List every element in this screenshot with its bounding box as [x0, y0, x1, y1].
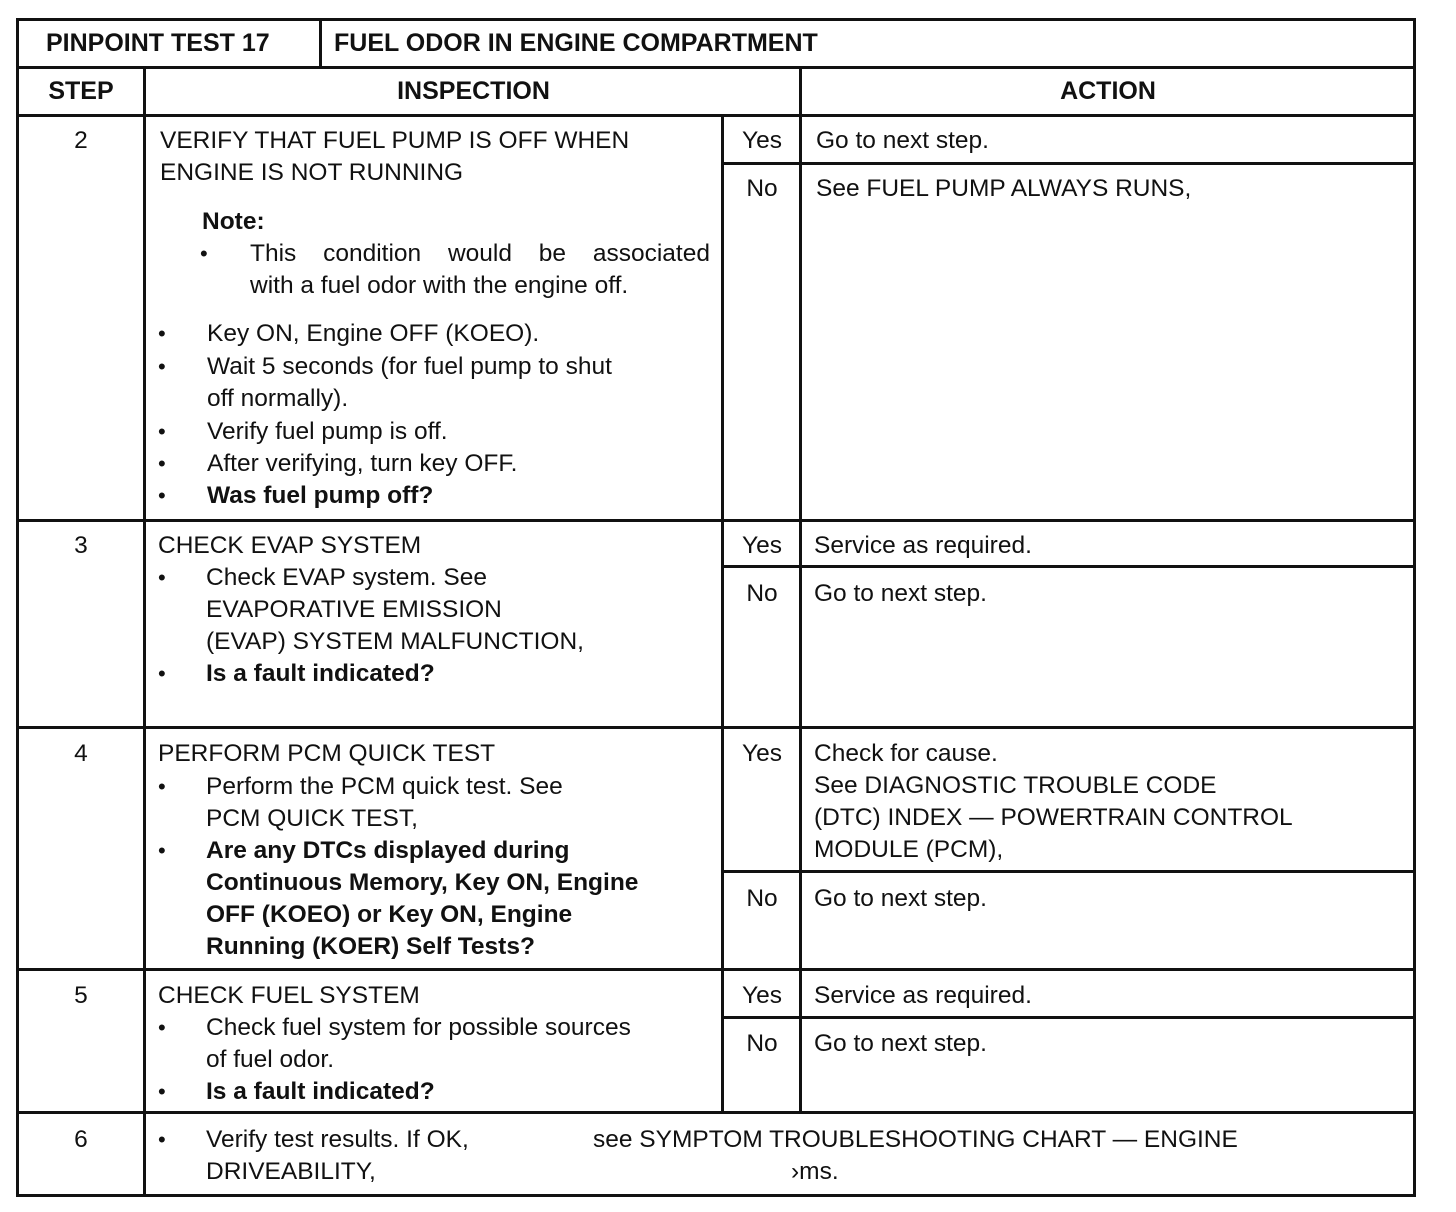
test-id: PINPOINT TEST 17	[46, 29, 270, 57]
bullet-icon: •	[158, 1079, 166, 1104]
bullet-icon: •	[158, 483, 166, 508]
action-yes: See DIAGNOSTIC TROUBLE CODE	[814, 772, 1217, 799]
rule	[721, 1016, 1416, 1019]
step-number: 3	[74, 532, 88, 559]
inspection-line: Check fuel system for possible sources	[206, 1014, 631, 1041]
pinpoint-test-table	[16, 18, 1416, 1198]
rule	[721, 162, 1416, 165]
inspection-question: Is a fault indicated?	[206, 660, 435, 687]
rule	[1413, 18, 1416, 1197]
rule	[16, 18, 19, 1197]
column-header-action: ACTION	[1060, 77, 1156, 105]
inspection-question: Is a fault indicated?	[206, 1078, 435, 1105]
rule	[143, 66, 146, 1197]
inspection-line: DRIVEABILITY,	[206, 1158, 376, 1185]
note-label: Note:	[202, 208, 265, 235]
step-title: CHECK FUEL SYSTEM	[158, 982, 420, 1009]
step-number: 5	[74, 982, 88, 1009]
rule	[16, 1111, 1416, 1114]
result-text: see SYMPTOM TROUBLESHOOTING CHART — ENGINE	[593, 1126, 1238, 1153]
rule	[16, 968, 1416, 971]
step-number: 2	[74, 127, 88, 154]
test-title: FUEL ODOR IN ENGINE COMPARTMENT	[334, 29, 818, 57]
step-title: PERFORM PCM QUICK TEST	[158, 740, 496, 767]
bullet-icon: •	[158, 1015, 166, 1040]
inspection-line: Check EVAP system. See	[206, 564, 487, 591]
action-no: Go to next step.	[814, 580, 987, 607]
answer-yes: Yes	[742, 532, 782, 559]
bullet-icon: •	[200, 241, 208, 266]
rule	[16, 66, 1416, 69]
answer-yes: Yes	[742, 740, 782, 767]
rule	[16, 1194, 1416, 1197]
bullet-icon: •	[158, 838, 166, 863]
answer-no: No	[746, 580, 778, 607]
rule	[721, 565, 1416, 568]
answer-no: No	[746, 1030, 778, 1057]
answer-yes: Yes	[742, 982, 782, 1009]
action-yes: (DTC) INDEX — POWERTRAIN CONTROL	[814, 804, 1293, 831]
inspection-line: (EVAP) SYSTEM MALFUNCTION,	[206, 628, 584, 655]
step-number: 6	[74, 1126, 88, 1153]
inspection-line: PCM QUICK TEST,	[206, 805, 418, 832]
answer-no: No	[746, 885, 778, 912]
inspection-line: Verify test results. If OK,	[206, 1126, 469, 1153]
rule	[16, 519, 1416, 522]
inspection-question: Running (KOER) Self Tests?	[206, 933, 535, 960]
inspection-line: Key ON, Engine OFF (KOEO).	[207, 320, 540, 347]
inspection-line: After verifying, turn key OFF.	[207, 450, 518, 477]
step-number: 4	[74, 740, 88, 767]
result-text: ›ms.	[791, 1158, 839, 1185]
answer-no: No	[746, 175, 778, 202]
action-yes: Check for cause.	[814, 740, 998, 767]
action-no: See FUEL PUMP ALWAYS RUNS,	[816, 175, 1192, 202]
inspection-question: Are any DTCs displayed during	[206, 837, 570, 864]
bullet-icon: •	[158, 565, 166, 590]
bullet-icon: •	[158, 661, 166, 686]
bullet-icon: •	[158, 774, 166, 799]
inspection-line: Wait 5 seconds (for fuel pump to shut	[207, 353, 612, 380]
action-yes: Go to next step.	[816, 127, 989, 154]
step-title: ENGINE IS NOT RUNNING	[160, 159, 464, 186]
inspection-line: EVAPORATIVE EMISSION	[206, 596, 502, 623]
action-yes: Service as required.	[814, 532, 1032, 559]
rule	[721, 114, 724, 1113]
bullet-icon: •	[158, 451, 166, 476]
answer-yes: Yes	[742, 127, 782, 154]
bullet-icon: •	[158, 354, 166, 379]
column-header-step: STEP	[48, 77, 114, 105]
action-no: Go to next step.	[814, 885, 987, 912]
action-yes: Service as required.	[814, 982, 1032, 1009]
inspection-line: Perform the PCM quick test. See	[206, 773, 563, 800]
inspection-line: off normally).	[207, 385, 349, 412]
inspection-question: Continuous Memory, Key ON, Engine	[206, 869, 639, 896]
step-title: CHECK EVAP SYSTEM	[158, 532, 422, 559]
rule	[721, 870, 1416, 873]
inspection-question: OFF (KOEO) or Key ON, Engine	[206, 901, 573, 928]
bullet-icon: •	[158, 1127, 166, 1152]
rule	[16, 726, 1416, 729]
inspection-line: Verify fuel pump is off.	[207, 418, 448, 445]
column-header-inspection: INSPECTION	[397, 77, 550, 105]
rule	[16, 114, 1416, 117]
bullet-icon: •	[158, 321, 166, 346]
rule	[319, 18, 322, 68]
bullet-icon: •	[158, 419, 166, 444]
note-text: This condition would be associated	[250, 240, 710, 267]
note-text: with a fuel odor with the engine off.	[250, 272, 629, 299]
inspection-line: of fuel odor.	[206, 1046, 335, 1073]
action-yes: MODULE (PCM),	[814, 836, 1004, 863]
step-title: VERIFY THAT FUEL PUMP IS OFF WHEN	[160, 127, 630, 154]
rule	[16, 18, 1416, 21]
inspection-question: Was fuel pump off?	[207, 482, 434, 509]
action-no: Go to next step.	[814, 1030, 987, 1057]
